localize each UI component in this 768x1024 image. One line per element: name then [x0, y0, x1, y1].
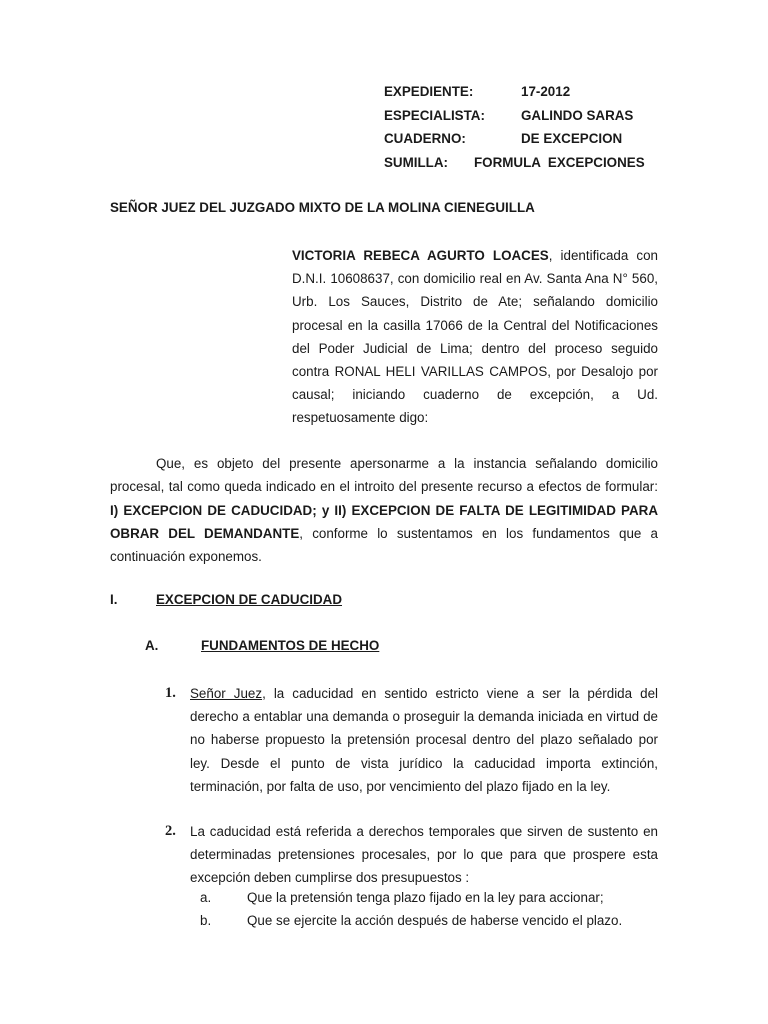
cuaderno-row — [384, 131, 684, 155]
sub-item-letter: a. — [200, 890, 212, 905]
especialista-value: GALINDO SARAS — [521, 107, 634, 123]
item-body: , la caducidad en sentido estricto viene a ser la pérdida del derecho a entablar una demanda o proseguir la demanda iniciada en virtud de no haberse propuesto la pretensión procesal dentro del plazo señalado por ley. Desde el punto de vista jurídico la caducidad importa extinción, terminación, por falta de uso, por vencimiento del plazo fijado en la ley. — [190, 686, 658, 794]
item-number: 2. — [165, 823, 176, 839]
section-a-number: A. — [145, 638, 159, 653]
sub-item-letter: b. — [200, 913, 212, 928]
section-i-number: I. — [110, 592, 118, 607]
cuaderno-label: CUADERNO: — [384, 131, 466, 146]
item-lead: Señor Juez — [190, 686, 263, 701]
intro-paragraph — [110, 452, 658, 568]
item-number: 1. — [165, 685, 176, 701]
section-a-title: FUNDAMENTOS DE HECHO — [201, 638, 380, 653]
expediente-label: EXPEDIENTE: — [384, 84, 474, 99]
sumilla-row — [384, 155, 684, 179]
sub-item-text: Que se ejercite la acción después de haberse vencido el plazo. — [247, 913, 623, 928]
sumilla-value: FORMULA EXCEPCIONES — [474, 154, 645, 170]
party-name: VICTORIA REBECA AGURTO LOACES — [292, 248, 549, 263]
item-text: La caducidad está referida a derechos temporales que sirven de sustento en determinadas pretensiones procesales, por lo que para que prospere esta excepción deben cumplirse dos presupuestos : — [190, 824, 658, 886]
list-item — [165, 682, 658, 798]
item-text — [190, 682, 658, 798]
especialista-label: ESPECIALISTA: — [384, 107, 485, 123]
section-i-title: EXCEPCION DE CADUCIDAD — [156, 592, 342, 607]
intro-tail: , conforme lo sustentamos en los fundamentos que a continuación exponemos. — [110, 525, 658, 565]
party-paragraph — [292, 244, 658, 430]
cuaderno-value: DE EXCEPCION — [521, 131, 623, 146]
expediente-value: 17-2012 — [521, 84, 571, 99]
sub-item-text: Que la pretensión tenga plazo fijado en la ley para accionar; — [247, 890, 604, 905]
intro-lead: Que, es objeto del presente apersonarme a la instancia señalando domicilio procesal, tal como queda indicado en el introito del presente recurso a efectos de formular: — [110, 456, 658, 495]
expediente-row — [384, 84, 684, 108]
intro-exceptions: I) EXCEPCION DE CADUCIDAD; y II) EXCEPCION DE FALTA DE LEGITIMIDAD PARA OBRAR DEL DEMANDANTE — [110, 502, 658, 541]
list-item — [165, 820, 658, 890]
sumilla-label: SUMILLA: — [384, 154, 448, 170]
party-details: , identificada con D.N.I. 10608637, con domicilio real en Av. Santa Ana N° 560, Urb. Los Sauces, Distrito de Ate; señalando domicilio procesal en la casilla 17066 de la Central del Notificaciones del Poder Judicial de Lima; dentro del proceso seguido contra RONAL HELI VARILLAS CAMPOS, por Desalojo por causal; iniciando cuaderno de excepción, a Ud. respetuosamente digo: — [292, 248, 659, 426]
especialista-row — [384, 108, 684, 132]
case-header — [384, 84, 684, 178]
judge-address: SEÑOR JUEZ DEL JUZGADO MIXTO DE LA MOLINA CIENEGUILLA — [110, 200, 535, 215]
